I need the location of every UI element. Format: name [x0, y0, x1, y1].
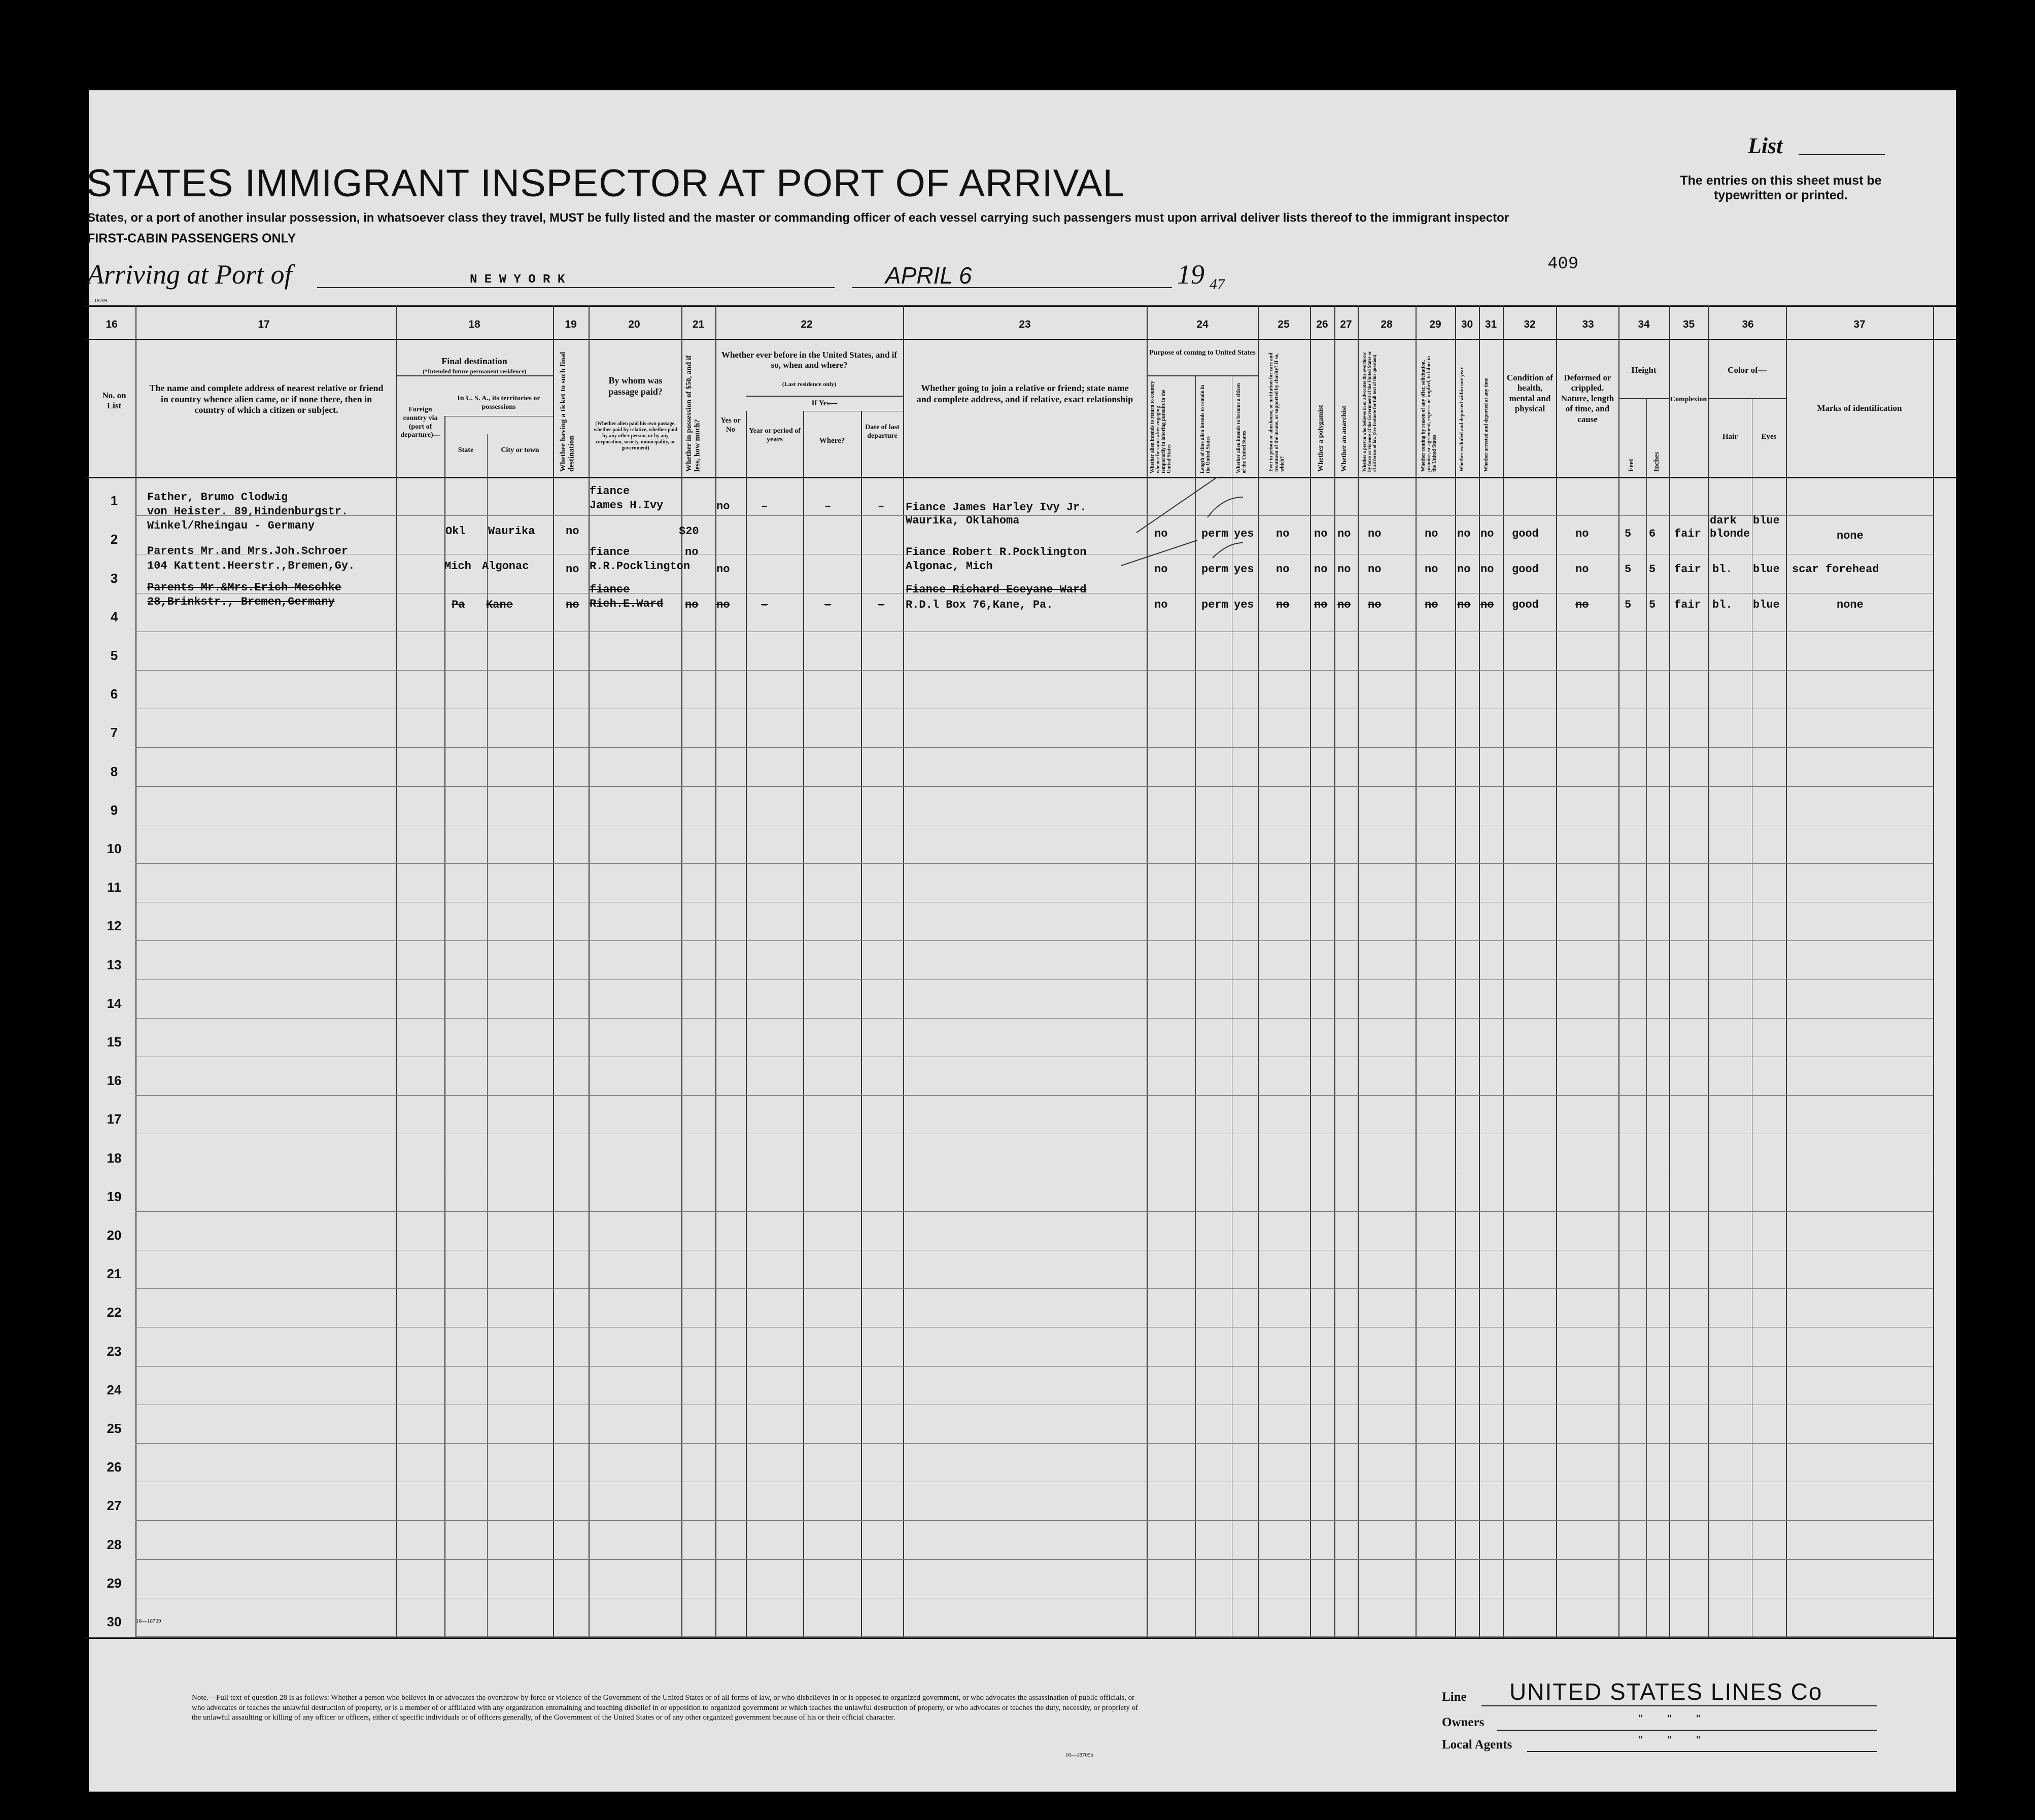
header-deformed: Deformed or crippled. Nature, length of time, and cause [1561, 373, 1614, 424]
row-line [135, 670, 1933, 671]
row-line [135, 1520, 1933, 1521]
header-ever-before: Whether ever before in the United States, and if so, when and where? [721, 350, 898, 370]
arriving-label: Arriving at Port of [87, 259, 292, 290]
header-purpose-length: Length of time alien intends to remain in the United States [1200, 385, 1211, 473]
header-city: City or town [501, 446, 539, 454]
column-number: 25 [1278, 319, 1290, 330]
join-line: Fiance Richard Eceyane Ward [906, 583, 1087, 596]
marks: none [1837, 599, 1864, 611]
money: no [685, 599, 699, 611]
header-relative: The name and complete address of nearest relative or friend in country whence alien came, or if none there, then in country of which a citizen or subject. [149, 383, 384, 415]
row-number: 19 [107, 1189, 122, 1204]
header-sub-rule [1708, 398, 1786, 399]
dest-city: Waurika [488, 525, 535, 538]
row-number: 28 [107, 1537, 122, 1552]
anarchist: no [1337, 599, 1351, 611]
paid-by-line: fiance [590, 546, 630, 558]
row-number: 12 [107, 918, 122, 933]
header-labor: Whether coming by reason of any offer, solicitation, promise, or agreement, express or implied, to labor in the United States [1421, 356, 1437, 472]
before-year: – [761, 599, 768, 611]
marks: scar forehead [1792, 563, 1879, 576]
excluded: no [1457, 563, 1471, 576]
column-divider [1503, 305, 1504, 1637]
row-line [135, 979, 1933, 980]
column-divider [903, 305, 904, 1637]
relative-line: 104 Kattent.Heerstr.,Bremen,Gy. [147, 559, 355, 572]
polygamist: no [1314, 599, 1328, 611]
owners-value: " " " [1639, 1712, 1701, 1725]
column-number: 29 [1429, 319, 1441, 330]
row-number: 14 [107, 996, 122, 1011]
labor: no [1425, 563, 1438, 576]
row-line [135, 1095, 1933, 1096]
column-number: 21 [692, 319, 705, 330]
before-yes-no: no [716, 563, 730, 576]
purpose-citizen: yes [1234, 528, 1254, 540]
row-number: 16 [107, 1073, 122, 1088]
column-number: 32 [1524, 319, 1536, 330]
row-line [135, 1636, 1933, 1637]
paid-by-line: fiance [590, 583, 630, 596]
row-number: 15 [107, 1034, 122, 1049]
column-divider [553, 305, 554, 1637]
join-line: Fiance Robert R.Pocklington [906, 546, 1087, 558]
column-number: 28 [1381, 319, 1393, 330]
header-purpose-return: Whether alien intends to return to country whence he came after engaging temporarily in laboring pursuits in the United States [1150, 381, 1172, 473]
height-feet: 5 [1625, 563, 1632, 576]
column-number: 26 [1316, 319, 1328, 330]
height-inches: 6 [1649, 528, 1656, 540]
row-number: 20 [107, 1228, 122, 1243]
row-number: 26 [107, 1459, 122, 1475]
header-yes-no: Yes or No [720, 416, 741, 434]
row-line [135, 747, 1933, 748]
polygamist: no [1314, 563, 1328, 576]
hair-line: blonde [1710, 528, 1750, 540]
header-height: Height [1631, 365, 1657, 375]
complexion: fair [1674, 599, 1701, 611]
binder-hole [43, 1471, 72, 1500]
header-prison: Ever in prison or almshouse, or institution for care and treatment of the insane, or supported by charity? If so, which? [1268, 353, 1285, 472]
dest-city: Kane [486, 599, 513, 611]
join-line: Fiance James Harley Ivy Jr. [906, 501, 1087, 514]
header-if-yes: If Yes— [811, 399, 838, 407]
column-divider [1455, 305, 1456, 1637]
height-feet: 5 [1625, 528, 1632, 540]
column-number: 37 [1853, 319, 1866, 330]
height-inches: 5 [1649, 599, 1656, 611]
purpose-return: no [1154, 528, 1168, 540]
relative-line: Parents Mr.and Mrs.Joh.Schroer [147, 545, 349, 557]
binder-hole [43, 364, 72, 394]
excluded: no [1457, 599, 1471, 611]
header-health: Condition of health, mental and physical [1506, 373, 1554, 414]
row-number: 2 [110, 532, 118, 547]
column-number: 17 [258, 319, 270, 330]
header-purpose-citizen: Whether alien intends to become a citizen of the United States [1236, 383, 1247, 473]
header-overthrow: Whether a person who believes in or advocates the overthrow by force or violence of the Government of the United States or of all forms of law (See footnote for full text of this question) [1362, 351, 1377, 472]
paid-by-line: R.R.Pocklington [590, 560, 691, 573]
complexion: fair [1674, 528, 1701, 540]
header-passage-paid: By whom was passage paid? [608, 375, 663, 397]
hair-line: bl. [1712, 563, 1733, 576]
column-divider [1708, 305, 1709, 1637]
header-ticket: Whether having a ticket to such final destination [559, 352, 576, 472]
column-divider [1669, 305, 1670, 1637]
purpose-citizen: yes [1234, 599, 1254, 611]
header-anarchist: Whether an anarchist [1340, 405, 1348, 472]
header-state: State [458, 446, 474, 454]
header-money: Whether in possession of $50, and if less, how much? [685, 355, 702, 472]
before-where: – [824, 500, 832, 513]
header-date-departure: Date of last departure [865, 424, 900, 440]
row-number: 9 [110, 802, 118, 818]
line-underline [1481, 1705, 1877, 1706]
hair-line: dark [1710, 514, 1737, 527]
manifest-sheet [89, 90, 1956, 1792]
row-line [135, 940, 1933, 941]
purpose-return: no [1154, 563, 1168, 576]
header-ever-before-note: (Last residence only) [782, 380, 837, 388]
row-number: 6 [110, 686, 118, 702]
dest-state: Mich [444, 560, 471, 573]
prison: no [1276, 599, 1290, 611]
header-complexion: Complexion [1670, 396, 1707, 403]
column-divider [1786, 305, 1787, 1637]
overthrow: no [1368, 528, 1382, 540]
row-number: 7 [110, 725, 118, 740]
column-number: 36 [1742, 319, 1754, 330]
local-agents-label: Local Agents [1442, 1738, 1512, 1752]
local-agents-value: " " " [1639, 1734, 1701, 1746]
owners-underline [1497, 1730, 1877, 1731]
column-divider [1479, 305, 1480, 1637]
column-number: 27 [1340, 319, 1352, 330]
paid-by-line: James H.Ivy [590, 499, 664, 512]
join-line: Waurika, Oklahoma [906, 514, 1020, 527]
header-hair: Hair [1722, 433, 1738, 441]
row-number: 11 [107, 880, 121, 895]
column-divider [487, 434, 488, 1637]
row-line [135, 1211, 1933, 1212]
before-date: – [878, 599, 885, 611]
line-value: UNITED STATES LINES Co [1509, 1678, 1823, 1705]
deformed: no [1575, 599, 1589, 611]
before-date: – [878, 500, 885, 513]
purpose-return: no [1154, 599, 1168, 611]
cabin-class: FIRST-CABIN PASSENGERS ONLY [87, 231, 296, 246]
health: good [1512, 563, 1539, 576]
row-number: 5 [110, 648, 118, 663]
date-value: APRIL 6 [885, 262, 972, 289]
row-line [135, 786, 1933, 787]
agents-underline [1527, 1751, 1877, 1752]
relative-line: Father, Brumo Clodwig [147, 491, 288, 504]
typewritten-note: The entries on this sheet must be typewritten or printed. [1680, 173, 1882, 202]
column-divider [396, 305, 397, 1637]
before-where: – [824, 599, 832, 611]
port-value: N E W Y O R K [470, 273, 565, 287]
row-line [135, 515, 1933, 516]
row-number: 17 [107, 1111, 122, 1127]
header-final-destination: Final destination [441, 356, 507, 366]
pencil-checkmarks [1091, 477, 1304, 578]
header-subtitle: States, or a port of another insular possession, in whatsoever class they travel, MUST be fully listed and the master or commanding officer of each vessel carrying such passengers must upon arrival deliver lists thereof to the immigrant inspector [87, 211, 1509, 225]
header-eyes: Eyes [1761, 433, 1777, 441]
year-suffix: 47 [1210, 276, 1225, 293]
header-sub-rule [746, 396, 903, 397]
header-passage-paid-note: (Whether alien paid his own passage, whether paid by relative, whether paid by any other person, or by any corporation, society, municipality, or government) [593, 421, 677, 451]
column-divider [1618, 305, 1619, 1637]
row-number: 22 [107, 1305, 122, 1320]
overthrow: no [1368, 563, 1382, 576]
complexion: fair [1674, 563, 1701, 576]
header-color-of: Color of— [1728, 365, 1767, 375]
header-no-on-list: No. on List [102, 391, 126, 411]
deformed: no [1575, 528, 1589, 540]
ticket: no [566, 563, 579, 576]
row-number: 18 [107, 1150, 122, 1166]
eyes: blue [1753, 514, 1780, 527]
column-number: 20 [628, 319, 640, 330]
purpose-length: perm [1201, 563, 1228, 576]
column-divider [135, 305, 136, 1637]
marks: none [1837, 530, 1864, 542]
before-yes-no: no [716, 599, 730, 611]
ticket: no [566, 599, 579, 611]
header-join: Whether going to join a relative or friend; state name and complete address, and if relative, exact relationship [916, 383, 1133, 404]
overthrow: no [1368, 599, 1382, 611]
hair-line: bl. [1712, 599, 1733, 611]
health: good [1512, 599, 1539, 611]
money: no [685, 546, 699, 558]
footnote-28: Note.—Full text of question 28 is as follows: Whether a person who believes in or advocates the overthrow by force or violence of the Government of the United States or of all forms of law, or who disbelieves in or is opposed to organized government, or who advocates the assassination of public officials, or who advocates or teaches the unlawful destruction of property, or is a member of or affiliated with any organization entertaining and teaching disbelief in or opposition to organized government or which teaches the unlawful destruction of property, or who advocates or teaches the duty, necessity, or propriety of the unlawful assaulting or killing of any officer or officers, either of specific individuals or of officers generally, of the Government of the United States or of any other organized government because of his or their official character. [192, 1694, 1139, 1722]
row-number: 23 [107, 1344, 122, 1359]
purpose-citizen: yes [1234, 563, 1254, 576]
dest-state: Pa [452, 599, 465, 611]
relative-line: 28,Brinkstr., Bremen,Germany [147, 596, 335, 608]
money: $20 [679, 525, 699, 538]
before-year: – [761, 500, 768, 513]
deported: no [1480, 528, 1494, 540]
header-where: Where? [819, 437, 845, 445]
header-feet: Feet [1628, 459, 1635, 472]
binder-hole [43, 1151, 72, 1181]
table-bottom-rule [84, 1637, 1956, 1639]
prison: no [1276, 528, 1290, 540]
sheet-number: 409 [1547, 255, 1579, 274]
eyes: blue [1753, 563, 1780, 576]
prison: no [1276, 563, 1290, 576]
excluded: no [1457, 528, 1471, 540]
row-number: 29 [107, 1576, 122, 1591]
header-marks: Marks of identification [1817, 403, 1902, 413]
deformed: no [1575, 563, 1589, 576]
header-deported: Whether arrested and deported at any time [1484, 377, 1489, 472]
list-label: List [1748, 133, 1783, 158]
year-prefix: 19 [1177, 259, 1204, 290]
column-divider [1933, 305, 1934, 1637]
purpose-length: perm [1201, 599, 1228, 611]
row-number: 4 [110, 609, 118, 624]
health: good [1512, 528, 1539, 540]
port-line [317, 287, 835, 288]
row-number: 8 [110, 764, 118, 779]
form-code-right: 16—18709b [1065, 1752, 1093, 1758]
column-divider [1310, 305, 1311, 1637]
column-number: 23 [1019, 319, 1031, 330]
binder-hole [43, 282, 72, 311]
column-number-rule [84, 339, 1956, 340]
join-line: R.D.l Box 76,Kane, Pa. [906, 599, 1053, 611]
header-excluded: Whether excluded and deported within one year [1459, 367, 1465, 472]
column-number: 34 [1638, 319, 1650, 330]
row-line [135, 863, 1933, 864]
form-code-left: 16—18709 [136, 1618, 161, 1624]
column-number: 35 [1682, 319, 1695, 330]
column-divider [681, 305, 682, 1637]
paid-by-line: fiance [590, 485, 630, 498]
header-sub-rule [1147, 375, 1258, 376]
height-inches: 5 [1649, 563, 1656, 576]
row-line [135, 1443, 1933, 1444]
column-number: 30 [1461, 319, 1473, 330]
header-sub-rule [396, 375, 553, 376]
column-divider [1416, 305, 1417, 1637]
binder-hole [43, 695, 72, 724]
header-bottom-rule [84, 477, 1956, 478]
column-number: 18 [468, 319, 480, 330]
row-line [135, 1018, 1933, 1019]
column-number: 19 [565, 319, 577, 330]
header-in-usa: In U. S. A., its territories or possessions [457, 395, 540, 411]
header-year: Year or period of years [749, 427, 801, 443]
deported: no [1480, 563, 1494, 576]
row-number: 1 [110, 493, 118, 508]
row-number: 24 [107, 1382, 122, 1397]
owners-label: Owners [1442, 1716, 1485, 1729]
row-number: 30 [107, 1614, 122, 1629]
header-polygamist: Whether a polygamist [1317, 405, 1325, 472]
anarchist: no [1337, 563, 1351, 576]
relative-line: von Heister. 89,Hindenburgstr. [147, 505, 349, 518]
dest-city: Algonac [482, 560, 529, 573]
column-divider [444, 416, 445, 1637]
column-divider [746, 411, 747, 1637]
column-divider [803, 411, 804, 1637]
header-purpose: Purpose of coming to United States [1149, 349, 1256, 357]
column-number: 31 [1485, 319, 1497, 330]
row-line [135, 1559, 1933, 1560]
purpose-length: perm [1201, 528, 1228, 540]
header-sub-rule [1618, 398, 1669, 399]
column-divider [1358, 305, 1359, 1637]
relative-line: Parents Mr.&Mrs.Erich Meschke [147, 581, 341, 594]
paid-by-line: Rich.E.Ward [590, 598, 664, 610]
column-number: 33 [1582, 319, 1594, 330]
column-divider [1556, 305, 1557, 1637]
header-foreign-country: Foreign country via (port of departure)— [400, 406, 440, 439]
row-number: 10 [107, 841, 122, 856]
header-inches: Inches [1653, 452, 1661, 472]
column-divider [1334, 305, 1335, 1637]
form-code-top: 16—18709 [84, 298, 107, 304]
before-yes-no: no [716, 500, 730, 513]
binder-hole [43, 1547, 72, 1577]
row-number: 25 [107, 1421, 122, 1436]
line-label: Line [1442, 1690, 1467, 1704]
row-number: 27 [107, 1498, 122, 1513]
deported: no [1480, 599, 1494, 611]
labor: no [1425, 599, 1438, 611]
dest-state: Okl [445, 525, 466, 538]
row-number: 21 [107, 1266, 122, 1281]
labor: no [1425, 528, 1438, 540]
ticket: no [566, 525, 579, 538]
eyes: blue [1753, 599, 1780, 611]
row-line [135, 1366, 1933, 1367]
column-divider [861, 411, 862, 1637]
column-number: 22 [801, 319, 813, 330]
row-number: 3 [110, 571, 118, 586]
header-final-destination-note: (*Intended future permanent residence) [422, 368, 527, 375]
relative-line: Winkel/Rheingau - Germany [147, 519, 315, 532]
binder-hole [43, 617, 72, 646]
join-line: Algonac, Mich [906, 560, 993, 573]
height-feet: 5 [1625, 599, 1632, 611]
page-title: STATES IMMIGRANT INSPECTOR AT PORT OF ARRIVAL [86, 162, 1125, 205]
row-line [135, 1288, 1933, 1289]
anarchist: no [1337, 528, 1351, 540]
polygamist: no [1314, 528, 1328, 540]
row-number: 13 [107, 957, 122, 972]
column-number: 16 [106, 319, 118, 330]
table-top-rule [84, 305, 1956, 307]
list-number-line [1799, 154, 1885, 155]
column-number: 24 [1196, 319, 1209, 330]
